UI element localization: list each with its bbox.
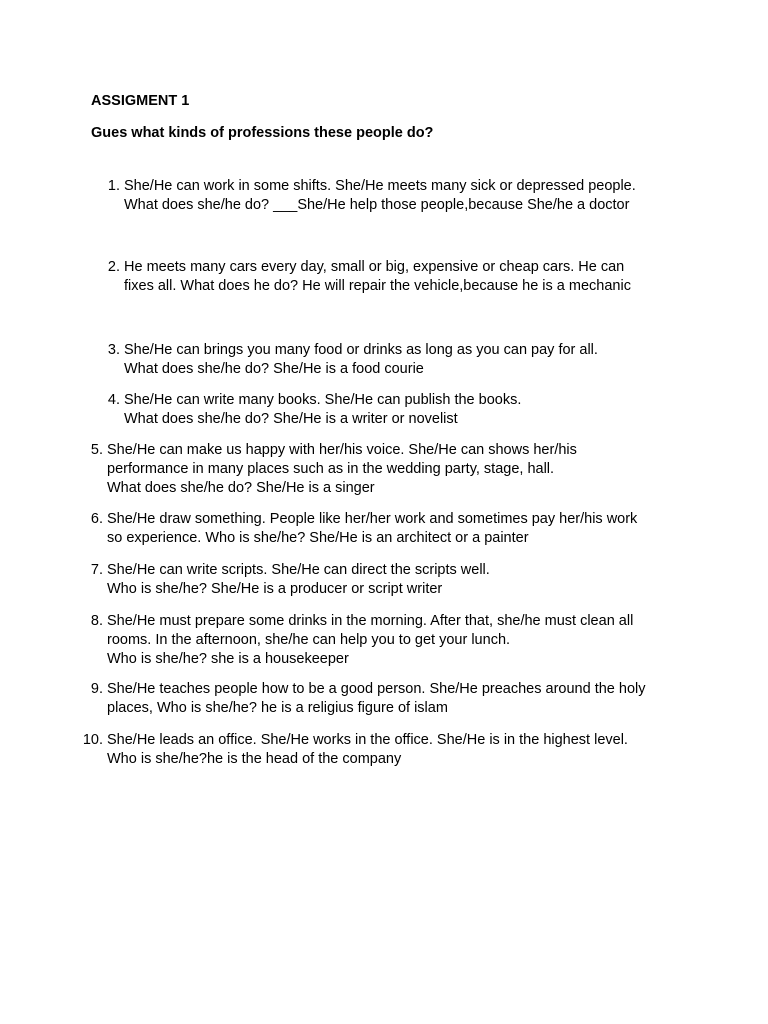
question-line: She/He can write many books. She/He can publish the books. bbox=[124, 392, 522, 408]
question-line: What does she/he do? She/He is a food courie bbox=[124, 361, 424, 377]
question-line: She/He can make us happy with her/his voice. She/He can shows her/his bbox=[107, 442, 577, 458]
question-8 bbox=[90, 612, 634, 669]
question-number: 1. bbox=[107, 178, 120, 194]
question-line: fixes all. What does he do? He will repair the vehicle,because he is a mechanic bbox=[124, 278, 631, 294]
assignment-title: ASSIGMENT 1 bbox=[91, 93, 190, 109]
question-5 bbox=[90, 441, 577, 498]
question-line: Who is she/he?he is the head of the company bbox=[107, 751, 402, 767]
question-9 bbox=[90, 680, 646, 718]
question-line: She/He can write scripts. She/He can direct the scripts well. bbox=[107, 562, 490, 578]
question-line: She/He draw something. People like her/her work and sometimes pay her/his work bbox=[107, 511, 638, 527]
question-line: What does she/he do? ___She/He help those people,because She/he a doctor bbox=[124, 197, 630, 213]
question-6 bbox=[90, 510, 638, 548]
question-line: She/He can brings you many food or drinks as long as you can pay for all. bbox=[124, 342, 598, 358]
question-line: She/He can work in some shifts. She/He meets many sick or depressed people. bbox=[124, 178, 636, 194]
question-line: so experience. Who is she/he? She/He is an architect or a painter bbox=[107, 530, 529, 546]
question-line: Who is she/he? she is a housekeeper bbox=[107, 651, 349, 667]
question-line: Who is she/he? She/He is a producer or script writer bbox=[107, 581, 443, 597]
assignment-instruction: Gues what kinds of professions these people do? bbox=[91, 125, 434, 141]
question-number: 8. bbox=[90, 613, 103, 629]
question-line: He meets many cars every day, small or big, expensive or cheap cars. He can bbox=[124, 259, 625, 275]
question-10 bbox=[82, 731, 628, 769]
question-number: 2. bbox=[107, 259, 120, 275]
question-1 bbox=[107, 177, 636, 215]
question-number: 7. bbox=[90, 562, 103, 578]
question-number: 5. bbox=[90, 442, 103, 458]
question-number: 10. bbox=[82, 732, 103, 748]
question-line: She/He must prepare some drinks in the morning. After that, she/he must clean all bbox=[107, 613, 634, 629]
question-line: What does she/he do? She/He is a writer or novelist bbox=[124, 411, 458, 427]
question-4 bbox=[107, 391, 522, 429]
question-7 bbox=[90, 561, 490, 599]
question-line: What does she/he do? She/He is a singer bbox=[107, 480, 375, 496]
question-number: 9. bbox=[90, 681, 103, 697]
question-line: rooms. In the afternoon, she/he can help you to get your lunch. bbox=[107, 632, 511, 648]
question-3 bbox=[107, 341, 598, 379]
question-line: places, Who is she/he? he is a religius figure of islam bbox=[107, 700, 448, 716]
question-line: She/He leads an office. She/He works in the office. She/He is in the highest level. bbox=[107, 732, 628, 748]
question-line: She/He teaches people how to be a good person. She/He preaches around the holy bbox=[107, 681, 646, 697]
question-number: 4. bbox=[107, 392, 120, 408]
question-number: 3. bbox=[107, 342, 120, 358]
question-2 bbox=[107, 258, 631, 296]
question-line: performance in many places such as in the wedding party, stage, hall. bbox=[107, 461, 555, 477]
question-number: 6. bbox=[90, 511, 103, 527]
